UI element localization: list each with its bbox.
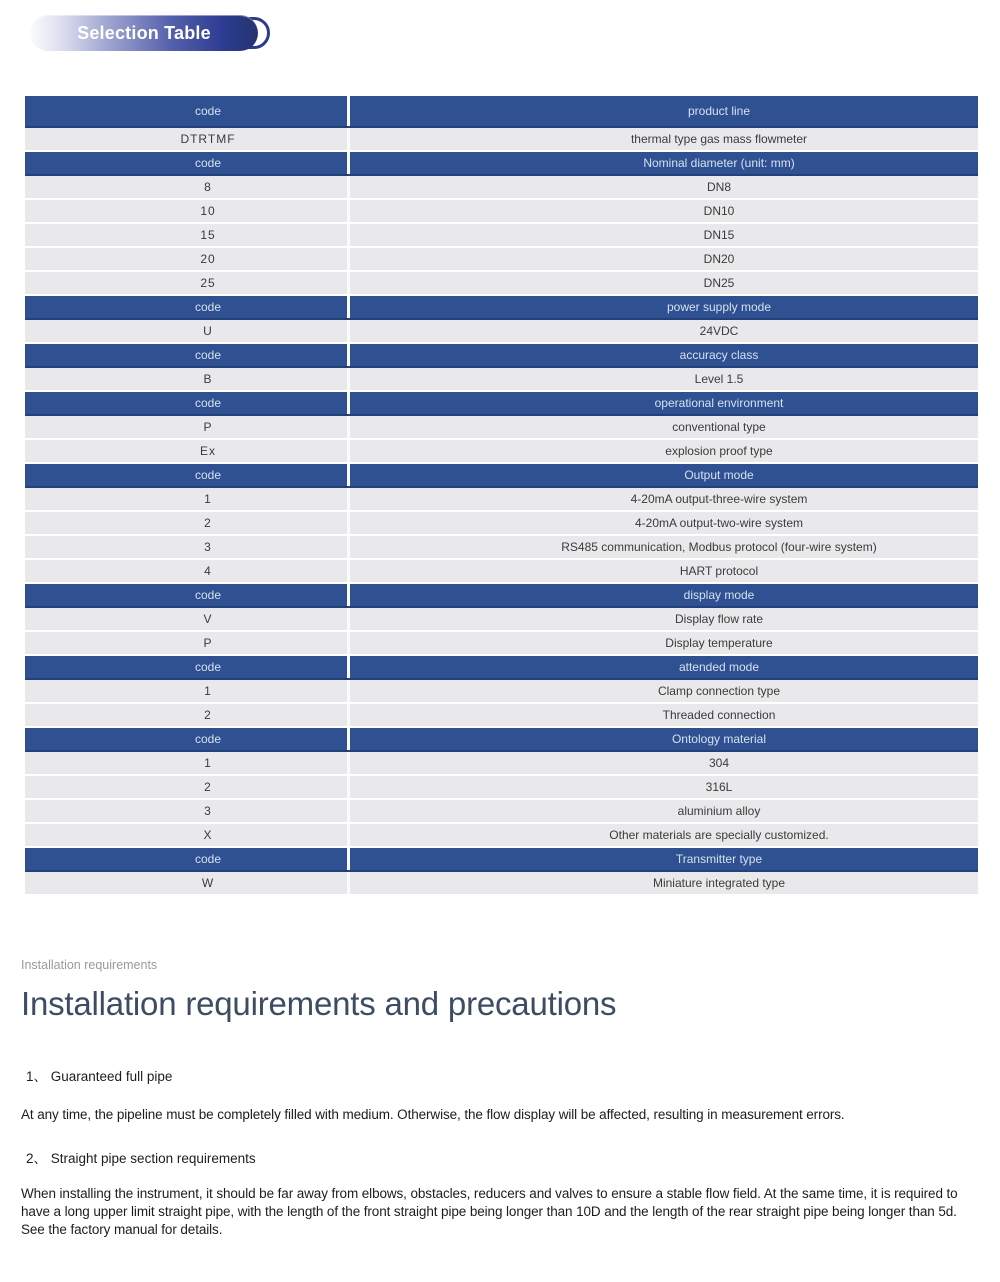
description-cell: conventional type bbox=[672, 420, 766, 434]
description-cell: thermal type gas mass flowmeter bbox=[630, 132, 808, 146]
code-cell: code bbox=[25, 344, 350, 366]
table-header-row bbox=[25, 344, 978, 368]
description-cell: Output mode bbox=[684, 468, 754, 482]
code-cell: 20 bbox=[25, 248, 350, 270]
table-row bbox=[25, 200, 978, 224]
badge-pill bbox=[30, 15, 258, 51]
code-cell: 2 bbox=[25, 512, 350, 534]
table-row bbox=[25, 320, 978, 344]
code-cell: DTRTMF bbox=[25, 128, 350, 150]
code-cell: code bbox=[25, 584, 350, 606]
table-row bbox=[25, 560, 978, 584]
code-cell: code bbox=[25, 464, 350, 486]
description-cell: Clamp connection type bbox=[657, 684, 781, 698]
description-cell: product line bbox=[687, 104, 751, 118]
table-row bbox=[25, 752, 978, 776]
installation-section bbox=[21, 958, 979, 1239]
code-cell: code bbox=[25, 296, 350, 318]
description-cell: RS485 communication, Modbus protocol (four-wire system) bbox=[561, 540, 877, 554]
table-row bbox=[25, 608, 978, 632]
description-cell: 24VDC bbox=[699, 324, 739, 338]
code-cell: 3 bbox=[25, 800, 350, 822]
description-cell: DN8 bbox=[706, 180, 731, 194]
code-cell: code bbox=[25, 392, 350, 414]
description-cell: 316L bbox=[705, 780, 733, 794]
requirement-1-heading: 1、 Guaranteed full pipe bbox=[26, 1069, 173, 1084]
table-header-row bbox=[25, 296, 978, 320]
table-row bbox=[25, 248, 978, 272]
table-row bbox=[25, 824, 978, 848]
description-cell: operational environment bbox=[654, 396, 784, 410]
table-row bbox=[25, 488, 978, 512]
badge-label: Selection Table bbox=[77, 22, 211, 43]
description-cell: DN10 bbox=[703, 204, 735, 218]
description-cell: aluminium alloy bbox=[677, 804, 761, 818]
table-header-row bbox=[25, 584, 978, 608]
description-cell: Ontology material bbox=[671, 732, 767, 746]
code-cell: W bbox=[25, 872, 350, 894]
code-cell: U bbox=[25, 320, 350, 342]
code-cell: 4 bbox=[25, 560, 350, 582]
description-cell: Display flow rate bbox=[674, 612, 764, 626]
code-cell: code bbox=[25, 152, 350, 174]
code-cell: V bbox=[25, 608, 350, 630]
table-row bbox=[25, 776, 978, 800]
description-cell: Nominal diameter (unit: mm) bbox=[643, 156, 795, 170]
table-row bbox=[25, 176, 978, 200]
code-cell: code bbox=[25, 96, 350, 126]
table-row bbox=[25, 704, 978, 728]
table-row bbox=[25, 800, 978, 824]
code-cell: 2 bbox=[25, 776, 350, 798]
table-header-row bbox=[25, 96, 978, 128]
table-header-row bbox=[25, 656, 978, 680]
requirement-1-body: At any time, the pipeline must be completely filled with medium. Otherwise, the flow display will be affected, resulting in measurement errors. bbox=[21, 1107, 845, 1122]
selection-table-badge bbox=[30, 15, 270, 51]
section-title: Installation requirements and precautions bbox=[21, 985, 617, 1022]
code-cell: code bbox=[25, 728, 350, 750]
table-header-row bbox=[25, 848, 978, 872]
table-row bbox=[25, 872, 978, 896]
table-header-row bbox=[25, 392, 978, 416]
code-cell: code bbox=[25, 848, 350, 870]
section-eyebrow: Installation requirements bbox=[21, 958, 158, 972]
code-cell: 1 bbox=[25, 488, 350, 510]
table-row bbox=[25, 632, 978, 656]
table-row bbox=[25, 536, 978, 560]
table-row bbox=[25, 224, 978, 248]
description-cell: Display temperature bbox=[665, 636, 773, 650]
code-cell: 3 bbox=[25, 536, 350, 558]
description-cell: power supply mode bbox=[666, 300, 772, 314]
table-row bbox=[25, 440, 978, 464]
code-cell: 25 bbox=[25, 272, 350, 294]
requirement-2-heading: 2、 Straight pipe section requirements bbox=[26, 1150, 256, 1166]
description-cell: display mode bbox=[683, 588, 755, 602]
table-header-row bbox=[25, 464, 978, 488]
code-cell: X bbox=[25, 824, 350, 846]
description-cell: Transmitter type bbox=[675, 852, 763, 866]
table-row bbox=[25, 416, 978, 440]
description-cell: 304 bbox=[708, 756, 730, 770]
description-cell: DN15 bbox=[703, 228, 735, 242]
table-row bbox=[25, 680, 978, 704]
code-cell: P bbox=[25, 632, 350, 654]
description-cell: Threaded connection bbox=[662, 708, 776, 722]
table-row bbox=[25, 512, 978, 536]
description-cell: DN20 bbox=[703, 252, 735, 266]
table-row bbox=[25, 272, 978, 296]
table-row bbox=[25, 128, 978, 152]
selection-table bbox=[25, 96, 978, 896]
code-cell: 10 bbox=[25, 200, 350, 222]
code-cell: 15 bbox=[25, 224, 350, 246]
table-row bbox=[25, 368, 978, 392]
code-cell: code bbox=[25, 656, 350, 678]
code-cell: 1 bbox=[25, 680, 350, 702]
description-cell: Level 1.5 bbox=[694, 372, 744, 386]
description-cell: Miniature integrated type bbox=[652, 876, 786, 890]
code-cell: 8 bbox=[25, 176, 350, 198]
table-header-row bbox=[25, 728, 978, 752]
description-cell: 4-20mA output-three-wire system bbox=[630, 492, 808, 506]
description-cell: HART protocol bbox=[679, 564, 759, 578]
requirement-2-body: When installing the instrument, it should be far away from elbows, obstacles, reducers and valves to ensure a stable flow field. At the same time, it is required to have a long upper limit straight pipe, with the length of the front straight pipe being longer than 10D and the length of the rear straight pipe being longer than 5d. See the factory manual for details. bbox=[21, 1185, 958, 1237]
description-cell: Other materials are specially customized. bbox=[609, 828, 829, 842]
code-cell: B bbox=[25, 368, 350, 390]
description-cell: attended mode bbox=[678, 660, 760, 674]
description-cell: accuracy class bbox=[679, 348, 759, 362]
description-cell: explosion proof type bbox=[665, 444, 773, 458]
description-cell: DN25 bbox=[703, 276, 735, 290]
code-cell: P bbox=[25, 416, 350, 438]
code-cell: 1 bbox=[25, 752, 350, 774]
code-cell: 2 bbox=[25, 704, 350, 726]
code-cell: Ex bbox=[25, 440, 350, 462]
description-cell: 4-20mA output-two-wire system bbox=[634, 516, 804, 530]
table-header-row bbox=[25, 152, 978, 176]
